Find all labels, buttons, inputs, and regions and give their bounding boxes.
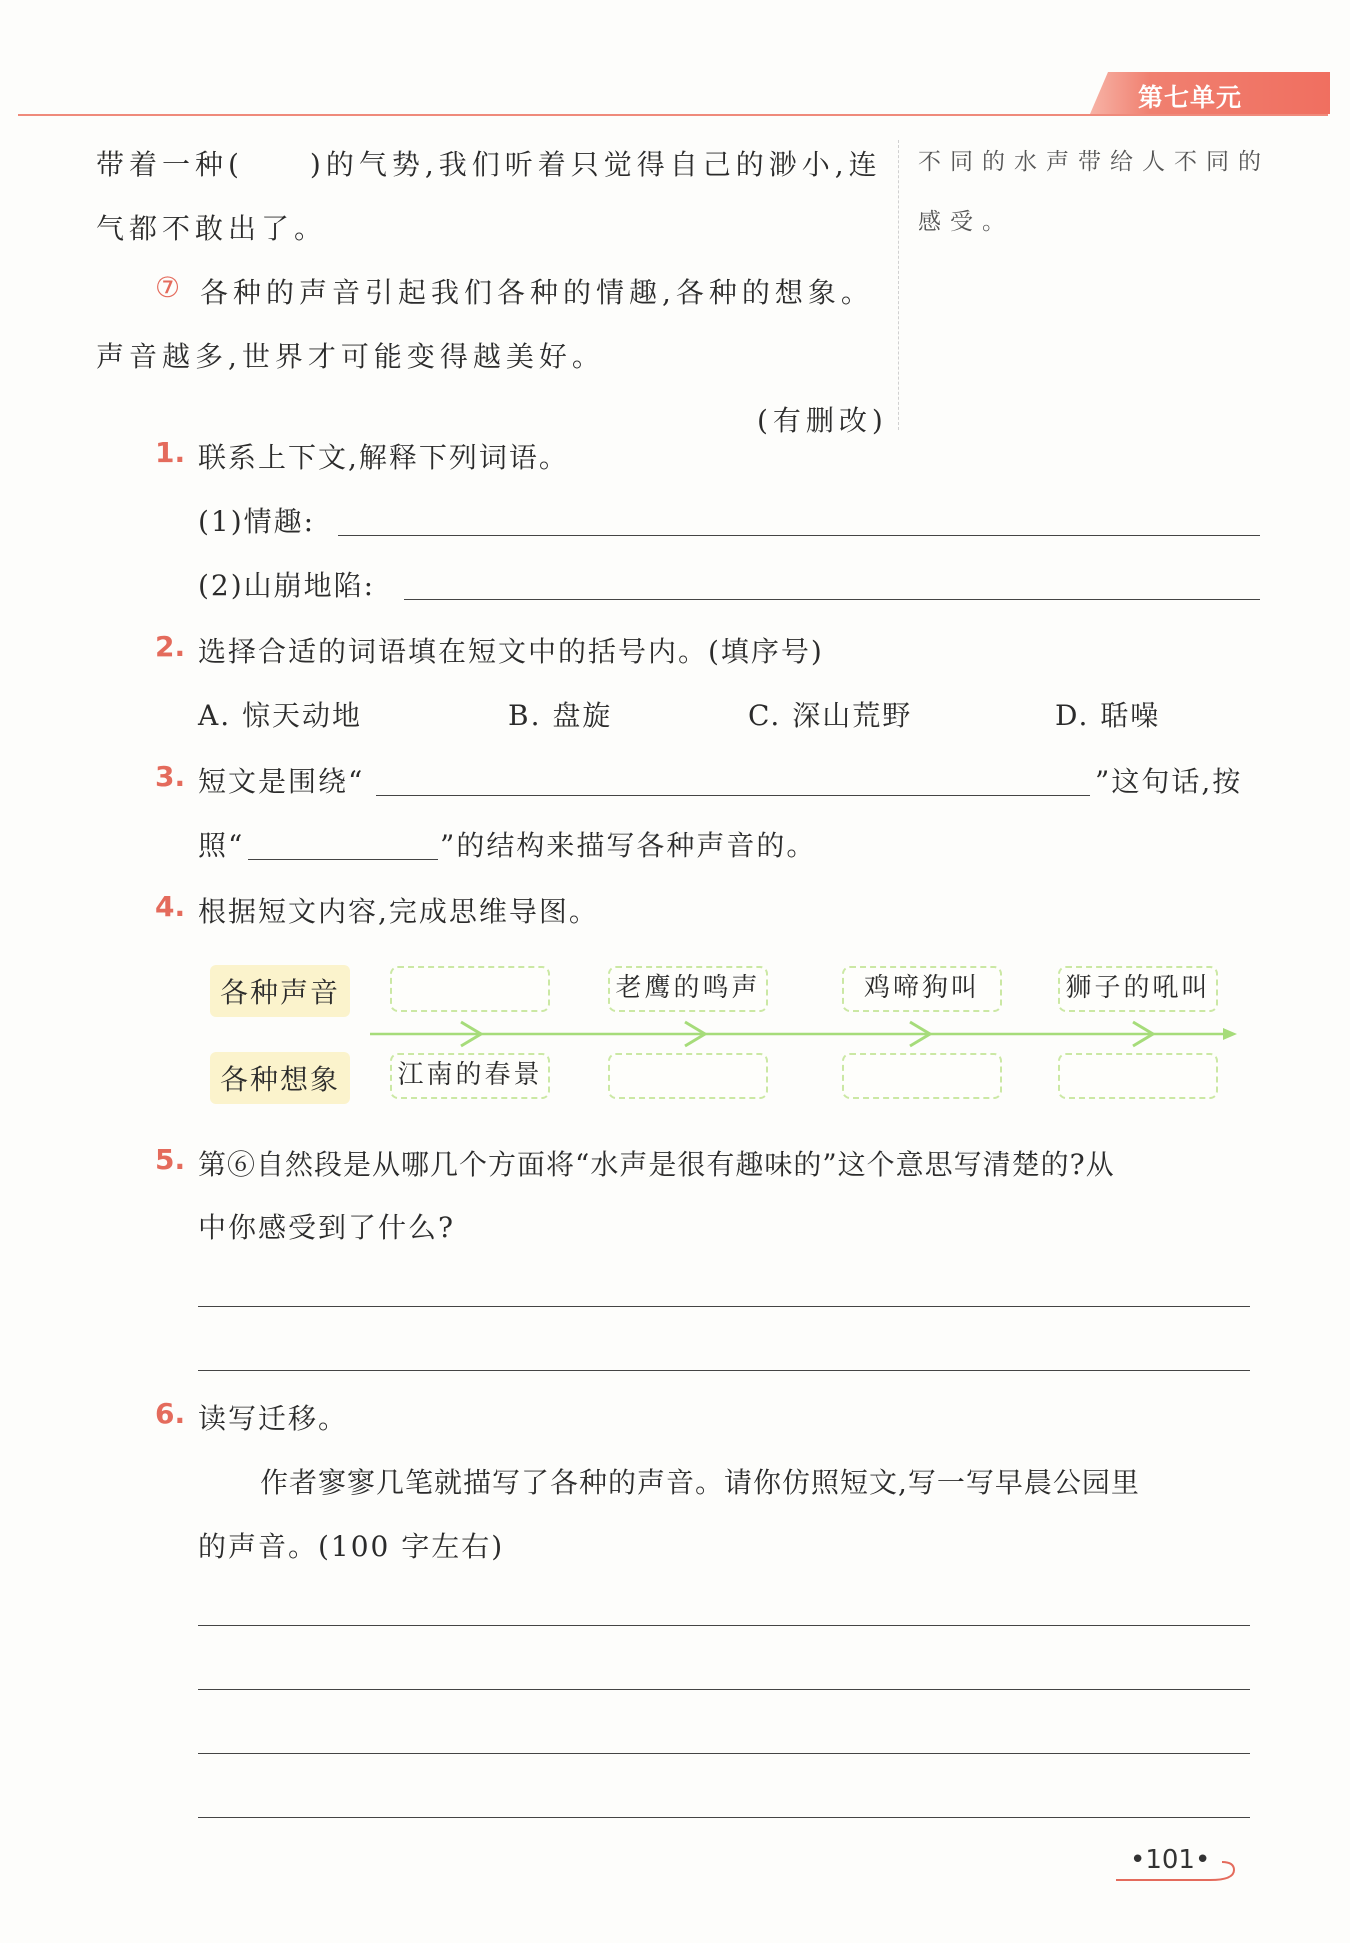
question-text: 的声音。(100 字左右): [198, 1530, 505, 1563]
margin-divider: [898, 140, 899, 430]
option-a: A. 惊天动地: [198, 699, 363, 732]
mindmap-box: 狮子的吼叫: [1058, 966, 1218, 1012]
answer-line[interactable]: [198, 1689, 1250, 1690]
question-text: ”的结构来描写各种声音的。: [440, 829, 817, 862]
mindmap-box[interactable]: [842, 1053, 1002, 1099]
header-rule: [18, 114, 1328, 116]
mindmap-box: 老鹰的鸣声: [608, 966, 768, 1012]
answer-line[interactable]: [198, 1370, 1250, 1371]
source-note: (有删改): [757, 404, 888, 437]
question-text: 选择合适的词语填在短文中的括号内。(填序号): [198, 635, 824, 668]
question-number: 2.: [155, 630, 186, 663]
passage-line: 带着一种( )的气势,我们听着只觉得自己的渺小,连: [96, 148, 882, 181]
mindmap-box: 鸡啼狗叫: [842, 966, 1002, 1012]
page-swoosh-icon: [1110, 1858, 1240, 1886]
question-text: 联系上下文,解释下列词语。: [198, 441, 569, 474]
question-text: 作者寥寥几笔就描写了各种的声音。请你仿照短文,写一写早晨公园里: [260, 1466, 1140, 1499]
mindmap-label-sounds: 各种声音: [210, 965, 350, 1017]
paragraph-number: ⑦: [155, 271, 186, 304]
mindmap-label-imagination: 各种想象: [210, 1052, 350, 1104]
option-d: D. 聒噪: [1055, 699, 1161, 732]
subquestion-label: (1)情趣:: [198, 505, 316, 538]
side-note-line: 不同的水声带给人不同的: [918, 149, 1270, 175]
question-text: 短文是围绕“: [198, 765, 365, 798]
mindmap-arrow: [365, 1016, 1240, 1052]
page-number: •101•: [1130, 1845, 1211, 1875]
mindmap-box[interactable]: [608, 1053, 768, 1099]
option-c: C. 深山荒野: [748, 699, 913, 732]
question-text: 中你感受到了什么?: [198, 1211, 456, 1244]
passage-line: 气都不敢出了。: [96, 212, 328, 245]
passage-line: 各种的声音引起我们各种的情趣,各种的想象。: [200, 276, 874, 309]
unit-label: 第七单元: [1138, 83, 1243, 112]
side-note-line: 感受。: [918, 209, 1014, 235]
mindmap-box: 江南的春景: [390, 1053, 550, 1099]
question-text: 根据短文内容,完成思维导图。: [198, 895, 599, 928]
question-text: 照“: [198, 829, 245, 862]
question-number: 5.: [155, 1143, 186, 1176]
question-number: 6.: [155, 1397, 186, 1430]
answer-line[interactable]: [376, 795, 1090, 796]
passage-line: 声音越多,世界才可能变得越美好。: [96, 340, 605, 373]
question-number: 3.: [155, 760, 186, 793]
question-number: 1.: [155, 436, 186, 469]
answer-line[interactable]: [404, 599, 1260, 600]
option-b: B. 盘旋: [508, 699, 613, 732]
answer-line[interactable]: [198, 1753, 1250, 1754]
question-text: 读写迁移。: [198, 1402, 349, 1435]
answer-line[interactable]: [248, 859, 438, 860]
question-text: 第⑥自然段是从哪几个方面将“水声是很有趣味的”这个意思写清楚的?从: [198, 1148, 1115, 1181]
question-text: ”这句话,按: [1095, 765, 1243, 798]
mindmap-box[interactable]: [390, 966, 550, 1012]
mindmap-box[interactable]: [1058, 1053, 1218, 1099]
answer-line[interactable]: [338, 535, 1260, 536]
subquestion-label: (2)山崩地陷:: [198, 569, 376, 602]
answer-line[interactable]: [198, 1625, 1250, 1626]
answer-line[interactable]: [198, 1817, 1250, 1818]
answer-line[interactable]: [198, 1306, 1250, 1307]
question-number: 4.: [155, 890, 186, 923]
